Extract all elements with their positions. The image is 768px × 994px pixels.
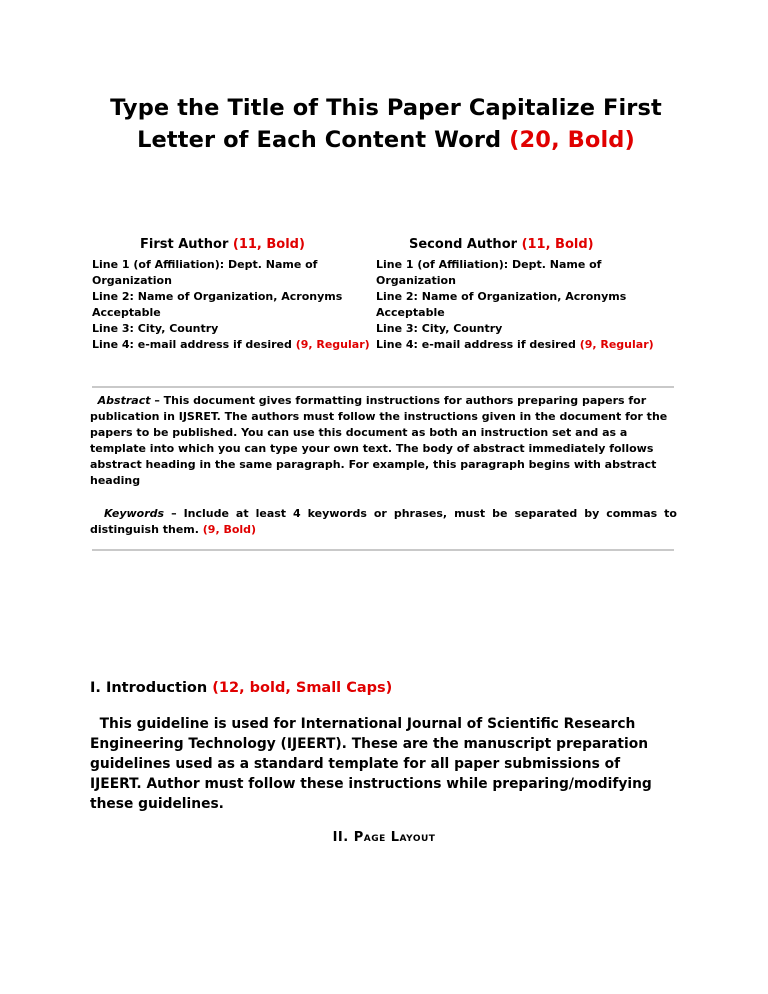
second-author-affiliation-line-3: Line 3: City, Country xyxy=(376,322,503,335)
second-author-name-line xyxy=(376,236,656,254)
keywords-label: Keywords xyxy=(103,507,165,520)
keywords-text: Include at least 4 keywords or phrases, must be separated by commas to distinguish them. xyxy=(90,507,677,536)
second-author-email-line xyxy=(376,337,656,353)
first-author-name-line xyxy=(92,236,372,254)
title-format-note: (20, Bold) xyxy=(509,127,635,153)
first-author-format-note: (11, Bold) xyxy=(232,237,305,252)
first-author-email-note: (9, Regular) xyxy=(295,338,370,351)
abstract-top-divider xyxy=(92,386,674,388)
second-author-format-note: (11, Bold) xyxy=(521,237,594,252)
first-author-affiliation-line-1: Line 1 (of Affiliation): Dept. Name of Organization xyxy=(92,258,318,287)
title-text: Type the Title of This Paper Capitalize First Letter of Each Content Word xyxy=(110,95,662,153)
abstract-text: This document gives formatting instructions for authors preparing papers for publication in IJSRET. The authors must follow the instructions given in the document for the papers to be published. You can use this document as both an instruction set and as a template into which you can type your own text. The body of abstract immediately follows abstract heading in the same paragraph. For example, this paragraph begins with abstract heading xyxy=(90,394,668,487)
second-author-affiliation-line-2: Line 2: Name of Organization, Acronyms Acceptable xyxy=(376,290,627,319)
second-author xyxy=(376,236,656,353)
first-author xyxy=(92,236,372,353)
first-author-email-text: Line 4: e-mail address if desired xyxy=(92,338,292,351)
second-author-name: Second Author xyxy=(409,237,518,252)
introduction-heading-text: I. Introduction xyxy=(90,680,208,696)
second-author-email-note: (9, Regular) xyxy=(579,338,654,351)
introduction-body xyxy=(90,714,670,814)
paper-title xyxy=(96,92,676,156)
abstract-dash: – xyxy=(150,394,164,407)
first-author-affiliation-line-2: Line 2: Name of Organization, Acronyms Acceptable xyxy=(92,290,343,319)
first-author-affiliation-line-3: Line 3: City, Country xyxy=(92,322,219,335)
introduction-body-text: This guideline is used for International Journal of Scientific Research Engineering Technology (IJEERT). These are the manuscript preparation guidelines used as a standard template for all paper submissions of IJEERT. Author must follow these instructions while preparing/modifying these guidelines. xyxy=(90,716,652,812)
introduction-format-note: (12, bold, Small Caps) xyxy=(212,680,393,696)
section-2-heading xyxy=(0,830,768,845)
first-author-email-line xyxy=(92,337,372,353)
keywords-format-note: (9, Bold) xyxy=(202,523,257,536)
second-author-email-text: Line 4: e-mail address if desired xyxy=(376,338,576,351)
second-author-affiliation-line-1: Line 1 (of Affiliation): Dept. Name of Organization xyxy=(376,258,602,287)
abstract-label: Abstract xyxy=(97,394,151,407)
introduction-heading xyxy=(90,678,392,698)
abstract-paragraph xyxy=(90,393,674,489)
keywords-paragraph xyxy=(90,506,677,538)
keywords-dash: – xyxy=(164,507,184,520)
section-2-heading-text: II. Page Layout xyxy=(332,830,436,845)
first-author-name: First Author xyxy=(140,237,229,252)
abstract-bottom-divider xyxy=(92,549,674,551)
